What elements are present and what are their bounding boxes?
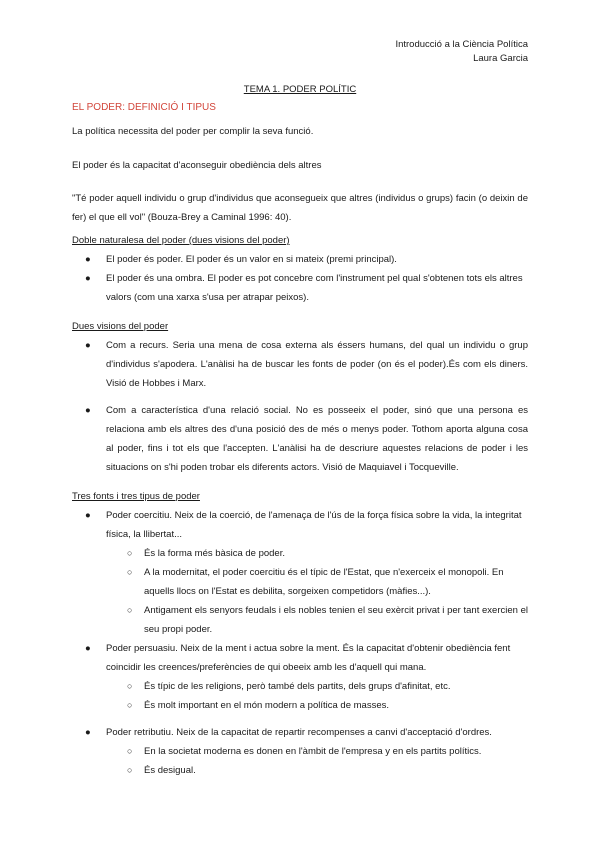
course-name: Introducció a la Ciència Política bbox=[395, 39, 528, 50]
bullet-icon: ● bbox=[85, 254, 91, 265]
subsection-heading-doble: Doble naturalesa del poder (dues visions del poder) bbox=[72, 235, 290, 246]
circle-bullet-icon: ○ bbox=[127, 548, 133, 558]
bullet-icon: ● bbox=[85, 643, 91, 654]
page-header bbox=[395, 38, 528, 66]
section-heading: EL PODER: DEFINICIÓ I TIPUS bbox=[72, 102, 216, 113]
bullet-icon: ● bbox=[85, 340, 91, 351]
sub-list-item: ○ Antigament els senyors feudals i els nobles tenien el seu exèrcit privat i per tant exercien el seu propi poder. bbox=[72, 601, 528, 639]
document-body bbox=[72, 98, 528, 780]
quote-paragraph: "Té poder aquell individu o grup d'individus que aconsegueix que altres (individus o grups) facin (o deixin de fer) el que ell vol" (Bouza-Brey a Caminal 1996: 40). bbox=[72, 193, 528, 223]
bullet-list bbox=[72, 723, 528, 742]
subsection-heading-dues: Dues visions del poder bbox=[72, 321, 169, 332]
bullet-list bbox=[72, 336, 528, 477]
sub-list-item: ○ És típic de les religions, però també dels partits, dels grups d'afinitat, etc. bbox=[72, 677, 528, 696]
sub-bullet-list bbox=[72, 677, 528, 715]
bullet-list bbox=[72, 639, 528, 677]
bullet-icon: ● bbox=[85, 727, 91, 738]
paragraph: La política necessita del poder per complir la seva funció. bbox=[72, 126, 314, 137]
bullet-icon: ● bbox=[85, 273, 91, 284]
circle-bullet-icon: ○ bbox=[127, 700, 133, 710]
list-item: ● Com a recurs. Seria una mena de cosa externa als éssers humans, del qual un individu o grup d'individus s'apodera. L'anàlisi ha de buscar les fonts de poder (on és el poder).És com els diners. Visió de Hobbes i Marx. bbox=[72, 336, 528, 393]
document-title: TEMA 1. PODER POLÍTIC bbox=[243, 84, 357, 95]
list-item: ● Com a característica d'una relació social. No es posseeix el poder, sinó que una persona es relaciona amb els altres des d'una posició des de més o menys poder. Tothom aporta alguna cosa al poder, fins i tot els que l'accepten. L'anàlisi ha de descriure aquestes relacions de poder i les situacions on s'hi poden trobar els diferents actors. Visió de Maquiavel i Tocqueville. bbox=[72, 401, 528, 477]
circle-bullet-icon: ○ bbox=[127, 567, 133, 577]
circle-bullet-icon: ○ bbox=[127, 605, 133, 615]
author-name: Laura Garcia bbox=[473, 53, 528, 64]
sub-bullet-list bbox=[72, 742, 528, 780]
list-item: ● Poder retributiu. Neix de la capacitat de repartir recompenses a canvi d'acceptació d'ordres. bbox=[72, 723, 528, 742]
sub-bullet-list bbox=[72, 544, 528, 639]
circle-bullet-icon: ○ bbox=[127, 765, 133, 775]
sub-list-item: ○ En la societat moderna es donen en l'àmbit de l'empresa y en els partits polítics. bbox=[72, 742, 528, 761]
sub-list-item: ○ A la modernitat, el poder coercitiu és el típic de l'Estat, que n'exerceix el monopoli. En aquells llocs on l'Estat es debilita, sorgeixen competidors (màfies...). bbox=[72, 563, 528, 601]
bullet-icon: ● bbox=[85, 405, 91, 416]
list-item: ● Poder coercitiu. Neix de la coerció, de l'amenaça de l'ús de la força física sobre la vida, la integritat física, la llibertat... bbox=[72, 506, 528, 544]
circle-bullet-icon: ○ bbox=[127, 746, 133, 756]
list-item: ● Poder persuasiu. Neix de la ment i actua sobre la ment. És la capacitat d'obtenir obediència fent coincidir les creences/preferències de qui obeeix amb les d'aquell qui mana. bbox=[72, 639, 528, 677]
list-item: ● El poder és una ombra. El poder es pot concebre com l'instrument pel qual s'obtenen tots els altres valors (com una xarxa s'usa per atrapar peixos). bbox=[72, 269, 528, 307]
bullet-icon: ● bbox=[85, 510, 91, 521]
list-item: ● El poder és poder. El poder és un valor en si mateix (premi principal). bbox=[72, 250, 528, 269]
paragraph: El poder és la capacitat d'aconseguir obediència dels altres bbox=[72, 160, 322, 171]
circle-bullet-icon: ○ bbox=[127, 681, 133, 691]
sub-list-item: ○ És la forma més bàsica de poder. bbox=[72, 544, 528, 563]
sub-list-item: ○ És desigual. bbox=[72, 761, 528, 780]
bullet-list bbox=[72, 250, 528, 307]
subsection-heading-tres: Tres fonts i tres tipus de poder bbox=[72, 491, 200, 502]
bullet-list bbox=[72, 506, 528, 544]
sub-list-item: ○ És molt important en el món modern a política de masses. bbox=[72, 696, 528, 715]
